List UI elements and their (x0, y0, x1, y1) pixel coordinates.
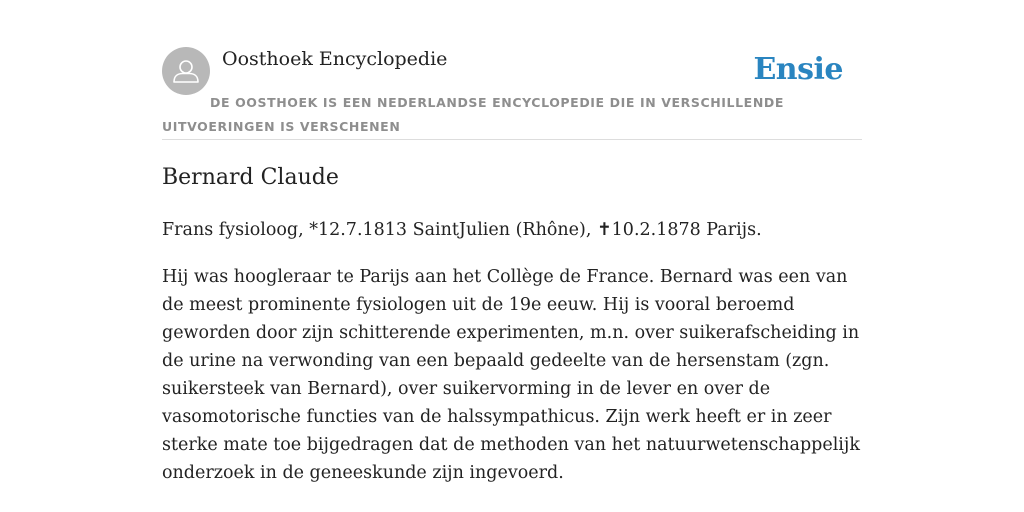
intro-birth-text: Frans fysioloog, *12.7.1813 SaintJulien (Rhône), (162, 220, 597, 240)
brand-logo[interactable]: Ensie (753, 52, 843, 87)
page-header (162, 46, 862, 140)
avatar[interactable] (162, 47, 210, 95)
intro-death-text: 10.2.1878 Parijs. (611, 220, 762, 240)
article-title: Bernard Claude (162, 165, 339, 190)
article-body: Hij was hoogleraar te Parijs aan het Collège de France. Bernard was een van de meest prominente fysiologen uit de 19e eeuw. Hij is vooral beroemd geworden door zijn schitterende experimenten, m.n. over suikerafscheiding in de urine na verwonding van een bepaald gedeelte van de hersenstam (zgn. suikersteek van Bernard), over suikervorming in de lever en over de vasomotorische functies van de halssympathicus. Zijn werk heeft er in zeer sterke mate toe bijgedragen dat de methoden van het natuurwetenschappelijk onderzoek in de geneeskunde zijn ingevoerd. (162, 267, 860, 483)
site-name[interactable]: Oosthoek Encyclopedie (222, 48, 448, 70)
tagline: DE OOSTHOEK IS EEN NEDERLANDSE ENCYCLOPEDIE DIE IN VERSCHILLENDE UITVOERINGEN IS VERSCHENEN (162, 95, 784, 134)
article-intro (162, 216, 862, 244)
user-silhouette-icon (162, 47, 210, 95)
death-cross-icon: ✝ (597, 220, 612, 240)
